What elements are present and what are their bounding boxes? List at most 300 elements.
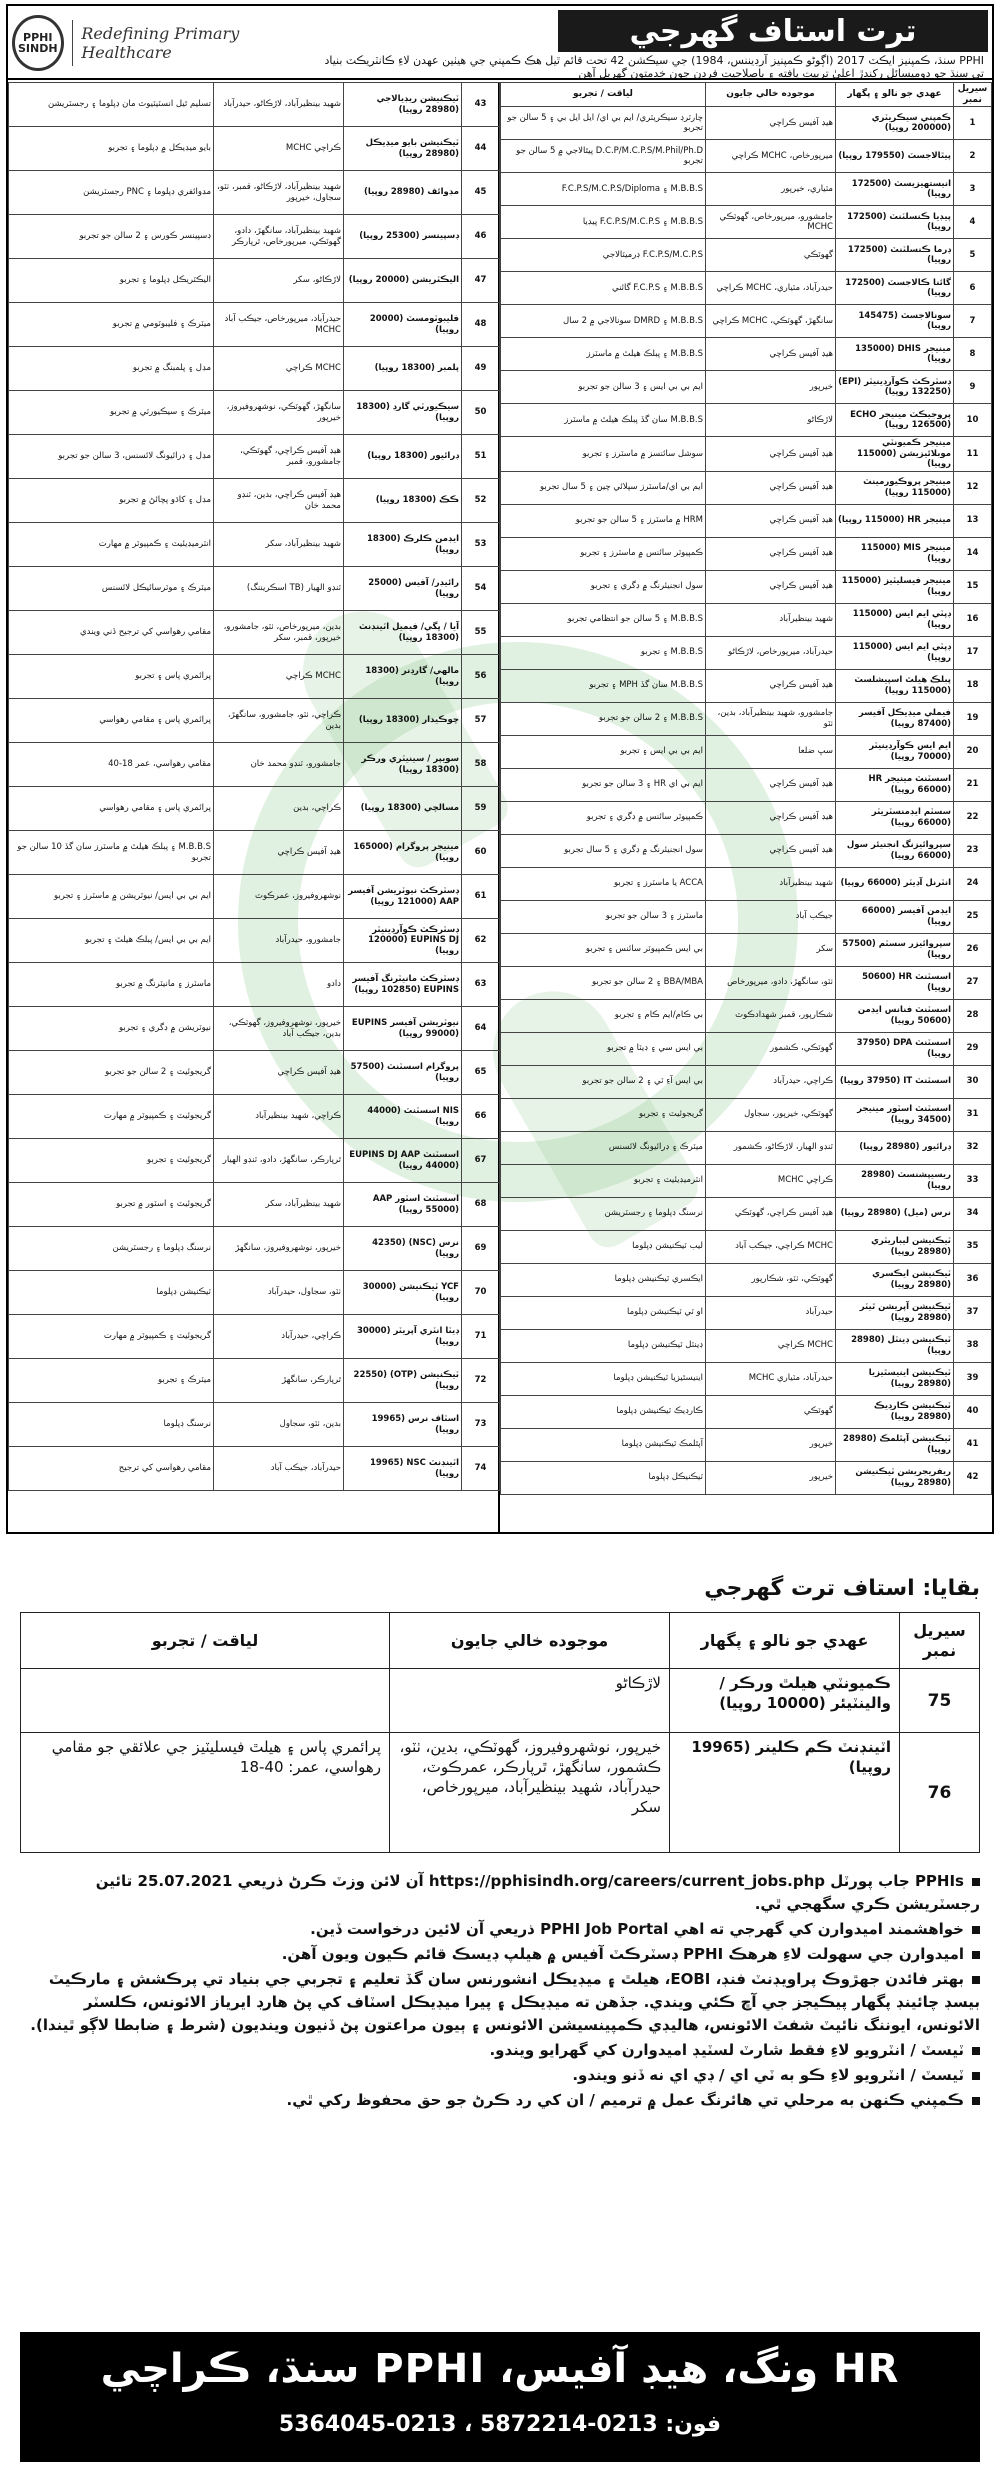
table-row (501, 504, 992, 537)
cell-sr: 28 (954, 999, 992, 1032)
cell-qualification: مڊل ۽ ڊرائيونگ لائسنس، 3 سالن جو تجربو (9, 435, 214, 479)
cell-sr: 66 (462, 1095, 500, 1139)
cell-post: ايڊمن ڪلرڪ (18300 روپيا) (344, 523, 462, 567)
cell-sr: 54 (462, 567, 500, 611)
cell-sr: 76 (900, 1733, 980, 1853)
cell-location: MCHC ڪراچي (706, 1329, 836, 1362)
table-row (9, 831, 500, 875)
cell-post: گائنا ڪالاجسٽ (172500 روپيا) (836, 272, 954, 305)
bullet-icon (972, 1926, 980, 1934)
cell-sr: 43 (462, 83, 500, 127)
cell-post: ڊرما ڪنسلٽنٽ (172500 روپيا) (836, 239, 954, 272)
cell-sr: 62 (462, 919, 500, 963)
cell-sr: 57 (462, 699, 500, 743)
table-row (501, 966, 992, 999)
cell-location: MCHC ڪراچي، جيڪب آباد (706, 1230, 836, 1263)
cell-location: گهوٽڪي، ٺٽو، شڪارپور (706, 1263, 836, 1296)
cell-qualification: ميٽرڪ ۽ ڊرائيونگ لائسنس (501, 1131, 706, 1164)
cell-qualification: M.B.B.S ۽ پبلڪ هيلٿ ۾ ماسٽرز (501, 338, 706, 371)
cell-post: ڊيٽا انٽري آپريٽر (30000 روپيا) (344, 1315, 462, 1359)
table-row (9, 347, 500, 391)
table-row (9, 1139, 500, 1183)
table-row (501, 801, 992, 834)
table-row (9, 1403, 500, 1447)
cell-qualification: ميٽرڪ ۽ تجربو (9, 1359, 214, 1403)
cell-qualification: پرائمري پاس ۽ هيلٿ فيسليٽيز جي علائقي جو مقامي رهواسي، عمر: 40-18 (21, 1733, 390, 1853)
cell-qualification: گريجوئيٽ ۽ ڪمپيوٽر ۾ مهارت (9, 1095, 214, 1139)
cell-location: MCHC ڪراچي (214, 347, 344, 391)
cell-post: سونالاجسٽ (145475 روپيا) (836, 305, 954, 338)
cell-location: دادو (214, 963, 344, 1007)
cell-location: حيدرآباد، ميرپورخاص، جيڪب آباد MCHC (214, 303, 344, 347)
cell-qualification: انٽرميڊيئيٽ ۽ تجربو (501, 1164, 706, 1197)
cell-sr: 6 (954, 272, 992, 305)
pphi-logo (12, 10, 312, 76)
cell-location: هيڊ آفيس ڪراچي (706, 107, 836, 140)
cell-post: ريسيپشنسٽ (28980 روپيا) (836, 1164, 954, 1197)
cell-post: ايڊمن آفيسر (66000 روپيا) (836, 900, 954, 933)
cell-post: اسسٽنٽ EUPINS DJ AAP (44000 روپيا) (344, 1139, 462, 1183)
cell-sr: 32 (954, 1131, 992, 1164)
table-row (501, 1197, 992, 1230)
cell-location: ڪراچي، ٺٽو، جامشورو، سانگهڙ، بدين (214, 699, 344, 743)
cell-post: اٽينڊنٽ ڪم ڪلينر (19965 روپيا) (670, 1733, 900, 1853)
cell-sr: 15 (954, 570, 992, 603)
cell-post: ٽيڪنيشن آپٿلمڪ (28980 روپيا) (836, 1428, 954, 1461)
jobs-table-left-body (9, 83, 500, 1491)
cell-location: ڪراچي، بدين (214, 787, 344, 831)
cell-qualification: مڊوائفري ڊپلوما ۽ PNC رجسٽريشن (9, 171, 214, 215)
cell-location: حيدرآباد، مٽياري MCHC (706, 1362, 836, 1395)
table-row (501, 834, 992, 867)
cell-location: هيڊ آفيس ڪراچي (706, 801, 836, 834)
cell-location: ٿرپارڪر، سانگهڙ، دادو، ٽنڊو الهيار (214, 1139, 344, 1183)
cell-post: ٽيڪنيشن ڪارڊيڪ (28980 روپيا) (836, 1395, 954, 1428)
cell-qualification: پرائمري پاس ۽ مقامي رهواسي (9, 699, 214, 743)
logo-text: PPHI SINDH (17, 31, 58, 55)
cell-sr: 33 (954, 1164, 992, 1197)
column-header-sr: سيريل نمبر (900, 1613, 980, 1669)
cell-location: ڪراچي، شهيد بينظيرآباد (214, 1095, 344, 1139)
instruction-text: PPHIs جاب پورٽل https://pphisindh.org/careers/current_jobs.php آن لائن وزٽ ڪرڻ ذريعي 25.07.2021 تائين رجسٽريشن ڪري سگهجي ٿي. (95, 1872, 980, 1913)
cell-post: فليبوٽومسٽ (20000 روپيا) (344, 303, 462, 347)
cell-sr: 1 (954, 107, 992, 140)
cell-location: لاڙڪاڻو، سکر (214, 259, 344, 303)
cell-post: پلمبر (18300 روپيا) (344, 347, 462, 391)
instruction-item (20, 1943, 980, 1966)
cell-sr: 18 (954, 669, 992, 702)
pphi-logo-icon (12, 15, 64, 71)
table-row (9, 743, 500, 787)
cell-post: پروجيڪٽ مينيجر ECHO (126500 روپيا) (836, 404, 954, 437)
cell-location: ڪراچي MCHC (706, 1164, 836, 1197)
cell-post: اسسٽنٽ اسٽور AAP (55000 روپيا) (344, 1183, 462, 1227)
cell-qualification: او ٽي ٽيڪنيشن ڊپلوما (501, 1296, 706, 1329)
cell-qualification: مڊل ۽ پلمبنگ ۾ تجربو (9, 347, 214, 391)
table-row (9, 1095, 500, 1139)
column-header-location: موجوده خالي جايون (390, 1613, 670, 1669)
table-row (501, 1065, 992, 1098)
cell-post: ٽيڪنيشن ليباريٽري (28980 روپيا) (836, 1230, 954, 1263)
cell-sr: 63 (462, 963, 500, 1007)
column-header-location: موجوده خالي جايون (706, 83, 836, 107)
cell-qualification: ڪارڊيڪ ٽيڪنيشن ڊپلوما (501, 1395, 706, 1428)
table-row (501, 272, 992, 305)
cell-post: انيستھيزيسٽ (172500 روپيا) (836, 173, 954, 206)
cell-location: هيڊ آفيس ڪراچي (706, 504, 836, 537)
jobs-table-left (8, 82, 500, 1491)
instruction-text: ڪمپني ڪنهن به مرحلي تي هائرنگ عمل ۾ ترميم / ان کي رد ڪرڻ جو حق محفوظ رکي ٿي. (286, 2091, 964, 2109)
cell-location: شهيد بينظيرآباد، سکر (214, 1183, 344, 1227)
cell-post: مڊوائف (28980 روپيا) (344, 171, 462, 215)
cell-post: ڪميونٽي هيلٿ ورڪر / والينٽيئر (10000 روپيا) (670, 1669, 900, 1733)
cell-location: حيدرآباد، جيڪب آباد (214, 1447, 344, 1491)
table-row (9, 875, 500, 919)
cell-location: بدين، ٺٽو، سجاول (214, 1403, 344, 1447)
cell-qualification: M.B.B.S ۽ F.C.P.S گائني (501, 272, 706, 305)
cell-qualification: ڊينٽل ٽيڪنيشن ڊپلوما (501, 1329, 706, 1362)
cell-qualification: ACCA يا ماسٽرز ۽ تجربو (501, 867, 706, 900)
cell-location: هيڊ آفيس ڪراچي، بدين، ٽنڊو محمد خان (214, 479, 344, 523)
cell-post: ٽيڪنيشن (OTP) (22550 روپيا) (344, 1359, 462, 1403)
cell-sr: 35 (954, 1230, 992, 1263)
bullet-icon (972, 2072, 980, 2080)
cell-qualification: ڪمپيوٽر سائنس ۾ ڊگري ۽ تجربو (501, 801, 706, 834)
cell-qualification: اليڪٽريڪل ڊپلوما ۽ تجربو (9, 259, 214, 303)
cell-qualification: ايم بي اي HR ۽ 3 سالن جو تجربو (501, 768, 706, 801)
cell-sr: 31 (954, 1098, 992, 1131)
cell-post: ڊسٽرڪٽ نيوٽريشن آفيسر AAP (121000 روپيا) (344, 875, 462, 919)
cell-qualification: بي ايس ڪمپيوٽر سائنس ۽ تجربو (501, 933, 706, 966)
cell-post: ٽيڪنيشن ايڪسري (28980 روپيا) (836, 1263, 954, 1296)
cell-qualification: ايم بي بي ايس ۽ تجربو (501, 735, 706, 768)
cell-sr: 42 (954, 1461, 992, 1494)
cell-post: سسٽم ايڊمنسٽريٽر (66000 روپيا) (836, 801, 954, 834)
cell-post: نرس (ميل) (28980 روپيا) (836, 1197, 954, 1230)
cell-qualification: نرسنگ ڊپلوما ۽ رجسٽريشن (501, 1197, 706, 1230)
cell-qualification: آپٿلمڪ ٽيڪنيشن ڊپلوما (501, 1428, 706, 1461)
table-row (9, 215, 500, 259)
table-row (9, 435, 500, 479)
cell-sr: 73 (462, 1403, 500, 1447)
cell-qualification: M.B.B.S سان گڏ پبلڪ هيلٿ ۾ ماسٽرز (501, 404, 706, 437)
remaining-jobs-title: بقايا: استاف ترت گهرجي (704, 1576, 980, 1601)
column-header-post: عهدي جو نالو ۽ پگهار (836, 83, 954, 107)
cell-location: نوشهروفيروز، عمرڪوٽ (214, 875, 344, 919)
table-row (9, 1007, 500, 1051)
cell-sr: 38 (954, 1329, 992, 1362)
cell-sr: 70 (462, 1271, 500, 1315)
cell-location: شهيد بينظيرآباد، لاڙڪاڻو، حيدرآباد (214, 83, 344, 127)
cell-qualification: ميٽرڪ ۽ فليبوٽومي ۾ تجربو (9, 303, 214, 347)
cell-sr: 55 (462, 611, 500, 655)
cell-post: اسٽاف نرس (19965 روپيا) (344, 1403, 462, 1447)
cell-sr: 17 (954, 636, 992, 669)
table-row (9, 523, 500, 567)
cell-qualification: سول انجنيئرنگ ۾ ڊگري ۽ تجربو (501, 570, 706, 603)
cell-location: گهوٽڪي (706, 239, 836, 272)
advertisement-header (8, 6, 992, 80)
cell-sr: 53 (462, 523, 500, 567)
table-row (9, 127, 500, 171)
tagline: Redefining Primary Healthcare (81, 24, 240, 62)
cell-sr: 40 (954, 1395, 992, 1428)
cell-sr: 30 (954, 1065, 992, 1098)
cell-sr: 60 (462, 831, 500, 875)
table-row (501, 702, 992, 735)
cell-sr: 45 (462, 171, 500, 215)
cell-location: جامشورو، شهيد بينظيرآباد، بدين، ٺٽو (706, 702, 836, 735)
cell-location: جامشورو، حيدرآباد (214, 919, 344, 963)
cell-qualification: اينيسٿيزيا ٽيڪنيشن ڊپلوما (501, 1362, 706, 1395)
cell-post: ٽيڪنيشن آپريشن ٿيٽر (28980 روپيا) (836, 1296, 954, 1329)
cell-location: شهيد بينظيرآباد، سانگهڙ، دادو، گهوٽڪي، ميرپورخاص، ٿرپارڪر (214, 215, 344, 259)
table-row (501, 1461, 992, 1494)
instruction-text: اميدوارن جي سهولت لاءِ هرهڪ PPHI ڊسٽرڪٽ آفيس ۾ هيلپ ڊيسڪ قائم ڪيون ويون آهن. (281, 1945, 964, 1963)
table-row (501, 570, 992, 603)
table-row (9, 963, 500, 1007)
footer-contact-bar (20, 2332, 980, 2462)
cell-sr: 5 (954, 239, 992, 272)
table-row (501, 1164, 992, 1197)
cell-location: هيڊ آفيس ڪراچي (706, 537, 836, 570)
page-title: ترت استاف گھرجي (558, 10, 988, 52)
cell-location: هيڊ آفيس ڪراچي، گهوٽڪي (706, 1197, 836, 1230)
cell-sr: 29 (954, 1032, 992, 1065)
cell-location: جامشورو، ٽنڊو محمد خان (214, 743, 344, 787)
cell-post: ٽيڪنيشن ڊينٽل (28980 روپيا) (836, 1329, 954, 1362)
table-row (501, 867, 992, 900)
cell-qualification: F.C.P.S/M.C.P.S ڊرميٽالاجي (501, 239, 706, 272)
table-row (9, 1359, 500, 1403)
cell-location: هيڊ آفيس ڪراچي (706, 768, 836, 801)
cell-qualification: گريجوئيٽ ۽ 2 سالن جو تجربو (9, 1051, 214, 1095)
advertisement-intro: PPHI سنڌ، ڪمپنيز ايڪٽ 2017 (اڳوڻو ڪمپنيز آرڊيننس، 1984) جي سيڪشن 42 تحت قائم ٿيل هڪ ڪمپني جي هيٺين عهدن لاءِ ڪانٽريڪٽ بنياد تي سنڌ جو ڊوميسائل رکندڙ اعليٰ تربيت يافته ۽ باصلاحيت فردن جون خدمتون گهربل آهن (324, 54, 984, 80)
cell-post: ٽيڪنيشن اينيسٿيزيا (28980 روپيا) (836, 1362, 954, 1395)
cell-sr: 22 (954, 801, 992, 834)
cell-qualification: M.B.B.S ۽ F.C.P.S/M.C.P.S/Diploma (501, 173, 706, 206)
cell-location: خيرپور، نوشهروفيروز، گهوٽڪي، بدين، جيڪب آباد (214, 1007, 344, 1051)
cell-sr: 64 (462, 1007, 500, 1051)
cell-sr: 46 (462, 215, 500, 259)
cell-sr: 19 (954, 702, 992, 735)
cell-qualification: ايم بي بي ايس/ نيوٽريشن ۾ ماسٽرز ۽ تجربو (9, 875, 214, 919)
cell-sr: 37 (954, 1296, 992, 1329)
cell-sr: 56 (462, 655, 500, 699)
cell-post: ڪڪ (18300 روپيا) (344, 479, 462, 523)
cell-qualification: بي ڪام/ايم ڪام ۽ تجربو (501, 999, 706, 1032)
cell-location: ٺٽو، سانگهڙ، دادو، ميرپورخاص (706, 966, 836, 999)
cell-post: ڊسٽرڪٽ مانيٽرنگ آفيسر EUPINS (102850 روپيا) (344, 963, 462, 1007)
cell-sr: 27 (954, 966, 992, 999)
table-row (9, 1447, 500, 1491)
jobs-column-left (8, 82, 500, 1532)
cell-location: سکر (706, 933, 836, 966)
cell-sr: 61 (462, 875, 500, 919)
cell-qualification: ماسٽرز ۽ مانيٽرنگ ۾ تجربو (9, 963, 214, 1007)
cell-post: اسسٽنٽ DPA (37950 روپيا) (836, 1032, 954, 1065)
cell-location: هيڊ آفيس ڪراچي (706, 669, 836, 702)
cell-qualification: تسليم ٿيل انسٽيٽيوٽ مان ڊپلوما ۽ رجسٽريشن (9, 83, 214, 127)
bullet-icon (972, 1951, 980, 1959)
cell-post: مينيجر پروگرام (165000 روپيا) (344, 831, 462, 875)
instruction-text: ٽيسٽ / انٽرويو لاءِ ڪو به ٽي اي / ڊي اي نه ڏنو ويندو. (572, 2066, 964, 2084)
cell-sr: 16 (954, 603, 992, 636)
table-row (501, 206, 992, 239)
cell-qualification: سول انجنيئرنگ ۾ ڊگري ۽ 5 سال تجربو (501, 834, 706, 867)
table-row (501, 1428, 992, 1461)
cell-location: ڪراچي MCHC (214, 127, 344, 171)
cell-post: چوڪيدار (18300 روپيا) (344, 699, 462, 743)
cell-qualification: بايو ميڊيڪل ۾ ڊپلوما ۽ تجربو (9, 127, 214, 171)
cell-sr: 20 (954, 735, 992, 768)
table-row (501, 933, 992, 966)
instructions-list (20, 1870, 980, 2114)
footer-phone: فون: 0213-5872214 ، 0213-5364045 (278, 2412, 722, 2437)
cell-qualification: مڊل ۽ کاڌو پچائڻ ۾ تجربو (9, 479, 214, 523)
cell-qualification: M.B.B.S ۽ تجربو (501, 636, 706, 669)
cell-qualification: نرسنگ ڊپلوما (9, 1403, 214, 1447)
cell-post: مينيجر ڪميونٽي موبلائيزيشن (115000 روپيا) (836, 437, 954, 472)
table-row (9, 479, 500, 523)
cell-sr: 7 (954, 305, 992, 338)
cell-sr: 39 (954, 1362, 992, 1395)
cell-post: فيملي ميڊيڪل آفيسر (87400 روپيا) (836, 702, 954, 735)
table-row (501, 305, 992, 338)
table-row (9, 1315, 500, 1359)
cell-qualification: بي ايس آءِ ٽي ۽ 2 سالن جو تجربو (501, 1065, 706, 1098)
table-row (9, 611, 500, 655)
cell-qualification: BBA/MBA ۽ 2 سالن جو تجربو (501, 966, 706, 999)
cell-post: ٽيڪنيشن ريڊيالاجي (28980 روپيا) (344, 83, 462, 127)
remaining-jobs-table (20, 1612, 980, 1853)
cell-location: ٽنڊو الهيار (TB اسڪريننگ) (214, 567, 344, 611)
table-row (9, 699, 500, 743)
cell-sr: 21 (954, 768, 992, 801)
table-row (501, 1263, 992, 1296)
cell-qualification: ماسٽرز ۽ 3 سالن جو تجربو (501, 900, 706, 933)
cell-sr: 72 (462, 1359, 500, 1403)
cell-location: حيدرآباد (706, 1296, 836, 1329)
cell-sr: 3 (954, 173, 992, 206)
cell-qualification: ڊسپينسر ڪورس ۽ 2 سالن جو تجربو (9, 215, 214, 259)
cell-location: خيرپور (706, 1461, 836, 1494)
cell-qualification: ليب ٽيڪنيشن ڊپلوما (501, 1230, 706, 1263)
cell-location: هيڊ آفيس ڪراچي (706, 834, 836, 867)
cell-location: شهيد بينظيرآباد، لاڙڪاڻو، قمبر، ٺٽو، سجاول، خيرپور (214, 171, 344, 215)
table-row (9, 83, 500, 127)
cell-location: خيرپور، نوشهروفيروز، گهوٽڪي، بدين، ٺٽو، ڪشمور، سانگهڙ، ٿرپارڪر، عمرڪوٽ، حيدرآباد، شهيد بينظيرآباد، ميرپورخاص، سکر (390, 1733, 670, 1853)
table-row (9, 303, 500, 347)
cell-post: ڊسٽرڪٽ ڪوآرڊينيٽر EUPINS DJ (120000 روپيا) (344, 919, 462, 963)
cell-location: هيڊ آفيس ڪراچي (706, 570, 836, 603)
column-header-sr: سيريل نمبر (954, 83, 992, 107)
cell-qualification: گريجوئيٽ ۽ تجربو (9, 1139, 214, 1183)
cell-post: سپروائيزنگ انجنيئر سول (66000 روپيا) (836, 834, 954, 867)
cell-sr: 26 (954, 933, 992, 966)
cell-sr: 49 (462, 347, 500, 391)
cell-sr: 9 (954, 371, 992, 404)
table-row (501, 900, 992, 933)
cell-qualification: نرسنگ ڊپلوما ۽ رجسٽريشن (9, 1227, 214, 1271)
cell-sr: 69 (462, 1227, 500, 1271)
jobs-table-right (500, 82, 992, 1495)
table-row (501, 173, 992, 206)
cell-post: مينيجر پروڪيورمينٽ (115000 روپيا) (836, 471, 954, 504)
cell-post: ڊسپينسر (25300 روپيا) (344, 215, 462, 259)
table-row (501, 1395, 992, 1428)
cell-post: نرس (NSC) (42350 روپيا) (344, 1227, 462, 1271)
cell-qualification: انٽرميڊيئيٽ ۽ ڪمپيوٽر ۾ مهارت (9, 523, 214, 567)
cell-location: هيڊ آفيس ڪراچي (214, 1051, 344, 1095)
cell-qualification: M.B.B.S سان گڏ MPH ۽ تجربو (501, 669, 706, 702)
cell-location: حيدرآباد، ميرپورخاص، لاڙڪاڻو (706, 636, 836, 669)
cell-location: شهيد بينظيرآباد (706, 867, 836, 900)
cell-qualification: گريجوئيٽ ۽ تجربو (501, 1098, 706, 1131)
cell-post: اٽينڊنٽ NSC (19965 روپيا) (344, 1447, 462, 1491)
cell-sr: 48 (462, 303, 500, 347)
cell-sr: 10 (954, 404, 992, 437)
cell-qualification: گريجوئيٽ ۽ اسٽور ۾ تجربو (9, 1183, 214, 1227)
cell-sr: 68 (462, 1183, 500, 1227)
cell-post: پروگرام اسسٽنٽ (57500 روپيا) (344, 1051, 462, 1095)
cell-post: مسالچي (18300 روپيا) (344, 787, 462, 831)
cell-location: هيڊ آفيس ڪراچي (706, 338, 836, 371)
table-row (9, 1227, 500, 1271)
table-header-row (21, 1613, 980, 1669)
cell-sr: 47 (462, 259, 500, 303)
instruction-text: خواهشمند اميدوارن کي گهرجي ته اهي PPHI Job Portal ذريعي آن لائين درخواست ڏين. (310, 1920, 964, 1938)
table-row (501, 537, 992, 570)
cell-location: هيڊ آفيس ڪراچي، گهوٽڪي، جامشورو، قمبر (214, 435, 344, 479)
cell-location: بدين، ميرپورخاص، ٺٽو، جامشورو، خيرپور، قمبر، سکر (214, 611, 344, 655)
cell-location: شهيد بينظيرآباد، سکر (214, 523, 344, 567)
cell-qualification: D.C.P/M.C.P.S/M.Phil/Ph.D پيٿالاجي ۾ 5 سالن جو تجربو (501, 140, 706, 173)
cell-sr: 8 (954, 338, 992, 371)
table-row (501, 636, 992, 669)
cell-location: جامشورو، ميرپورخاص، گهوٽڪي MCHC (706, 206, 836, 239)
bullet-icon (972, 2047, 980, 2055)
cell-post: ريفريجريشن ٽيڪنيشن (28980 روپيا) (836, 1461, 954, 1494)
cell-sr: 23 (954, 834, 992, 867)
bullet-icon (972, 1878, 980, 1886)
cell-location: سانگهڙ، گهوٽڪي، MCHC ڪراچي (706, 305, 836, 338)
cell-sr: 11 (954, 437, 992, 472)
cell-location: لاڙڪاڻو (390, 1669, 670, 1733)
cell-qualification: ايم بي بي ايس ۽ 3 سالن جو تجربو (501, 371, 706, 404)
table-row (9, 1051, 500, 1095)
cell-location: سانگهڙ، گهوٽڪي، نوشهروفيروز، خيرپور (214, 391, 344, 435)
table-row (501, 1362, 992, 1395)
table-row (21, 1733, 980, 1853)
table-row (501, 338, 992, 371)
table-row (501, 1131, 992, 1164)
cell-sr: 44 (462, 127, 500, 171)
cell-sr: 67 (462, 1139, 500, 1183)
instruction-item (20, 2089, 980, 2112)
footer-address: HR ونگ، هيڊ آفيس، PPHI سنڌ، ڪراچي (100, 2346, 900, 2392)
cell-qualification: پرائمري پاس ۽ مقامي رهواسي (9, 787, 214, 831)
cell-post: اسسٽنٽ مينيجر HR (66000 روپيا) (836, 768, 954, 801)
cell-location: خيرپور، نوشهروفيروز، سانگهڙ (214, 1227, 344, 1271)
cell-qualification: گريجوئيٽ ۽ ڪمپيوٽر ۾ مهارت (9, 1315, 214, 1359)
table-row (9, 567, 500, 611)
cell-sr: 41 (954, 1428, 992, 1461)
cell-post: نيوٽريشن آفيسر EUPINS (99000 روپيا) (344, 1007, 462, 1051)
table-row (501, 471, 992, 504)
cell-location: لاڙڪاڻو (706, 404, 836, 437)
cell-qualification: M.B.B.S ۽ DMRD سونالاجي ۾ 2 سال (501, 305, 706, 338)
